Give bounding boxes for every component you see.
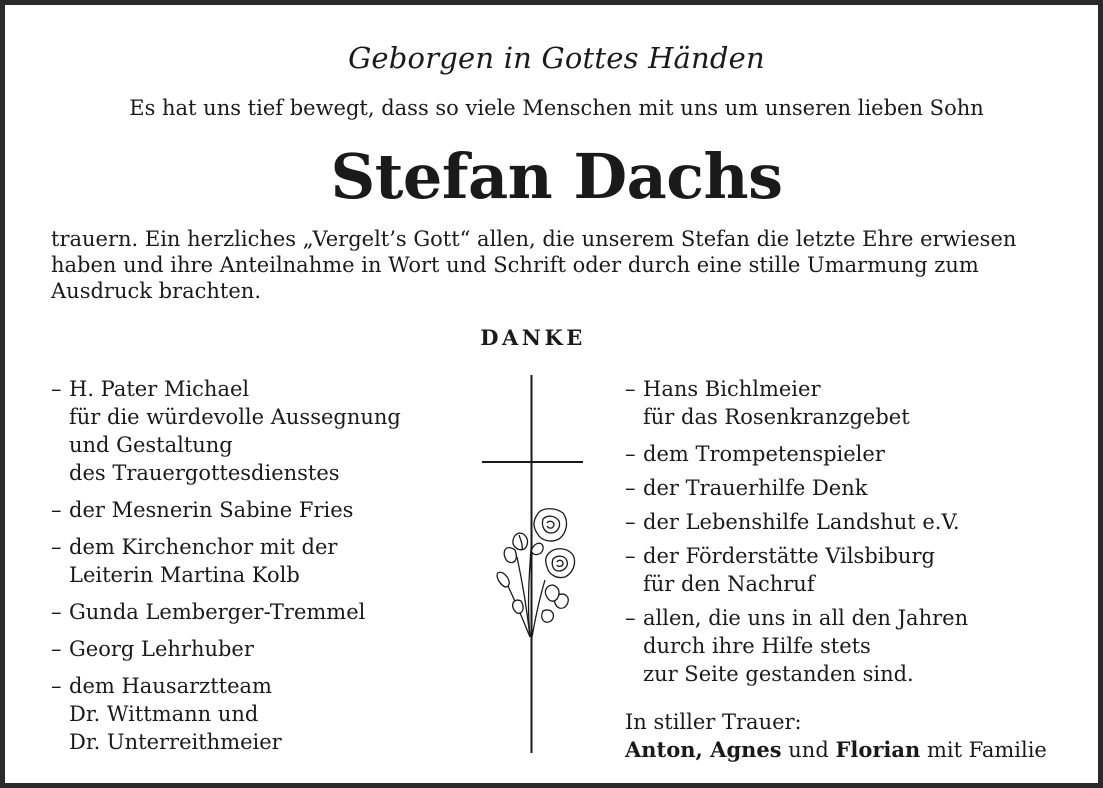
dash: – xyxy=(51,674,62,698)
dash: – xyxy=(625,476,636,500)
signer-suffix: mit Familie xyxy=(920,738,1047,762)
paragraph-line: Ausdruck brachten. xyxy=(51,279,261,303)
dash: – xyxy=(51,535,62,559)
entry-line: für das Rosenkranzgebet xyxy=(643,405,910,429)
entry-line: Gunda Lemberger-Tremmel xyxy=(69,600,366,624)
dash: – xyxy=(51,600,62,624)
signer-name: Agnes xyxy=(710,737,782,762)
entry-line: für den Nachruf xyxy=(643,572,815,596)
entry-line: und Gestaltung xyxy=(69,433,233,457)
dash: – xyxy=(625,377,636,401)
thanks-list-left xyxy=(51,375,481,765)
dash: – xyxy=(625,544,636,568)
list-item xyxy=(51,635,481,663)
dash: – xyxy=(625,510,636,534)
list-item xyxy=(625,508,1085,536)
dash: – xyxy=(625,442,636,466)
entry-line: dem Kirchenchor mit der xyxy=(69,535,338,559)
motto: Geborgen in Gottes Händen xyxy=(348,41,765,75)
thanks-list-right xyxy=(625,375,1085,764)
entry-line: Leiterin Martina Kolb xyxy=(69,563,300,587)
signer-separator: und xyxy=(781,738,836,762)
list-item xyxy=(625,542,1085,598)
dash: – xyxy=(51,377,62,401)
deceased-name: Stefan Dachs xyxy=(330,140,783,213)
list-item xyxy=(51,533,481,589)
entry-line: des Trauergottesdienstes xyxy=(69,461,340,485)
dash: – xyxy=(51,498,62,522)
entry-line: dem Hausarztteam xyxy=(69,674,272,698)
thanks-paragraph xyxy=(51,226,1071,304)
entry-line: für die würdevolle Aussegnung xyxy=(69,405,401,429)
entry-line: Dr. Wittmann und xyxy=(69,702,259,726)
entry-line: dem Trompetenspieler xyxy=(643,442,885,466)
list-item xyxy=(51,672,481,756)
paragraph-line: trauern. Ein herzliches „Vergelt’s Gott“ allen, die unserem Stefan die letzte Ehre erwiesen xyxy=(51,227,1017,251)
entry-line: allen, die uns in all den Jahren xyxy=(643,606,969,630)
intro-text: Es hat uns tief bewegt, dass so viele Menschen mit uns um unseren lieben Sohn xyxy=(129,96,984,120)
entry-line: Dr. Unterreithmeier xyxy=(69,730,282,754)
rose-bouquet-icon xyxy=(497,509,575,637)
list-item xyxy=(51,598,481,626)
signer-name: Anton xyxy=(625,737,696,762)
cross-icon xyxy=(475,375,595,755)
signer-name: Florian xyxy=(835,737,921,762)
entry-line: H. Pater Michael xyxy=(69,377,250,401)
list-item xyxy=(625,440,1085,468)
dash: – xyxy=(51,637,62,661)
list-item xyxy=(625,375,1085,431)
entry-line: Hans Bichlmeier xyxy=(643,377,821,401)
dash: – xyxy=(625,606,636,630)
mourning-label: In stiller Trauer: xyxy=(625,710,802,734)
entry-line: Georg Lehrhuber xyxy=(69,637,254,661)
list-item xyxy=(51,496,481,524)
entry-line: zur Seite gestanden sind. xyxy=(643,662,914,686)
entry-line: der Förderstätte Vilsbiburg xyxy=(643,544,935,568)
entry-line: durch ihre Hilfe stets xyxy=(643,634,871,658)
paragraph-line: haben und ihre Anteilnahme in Wort und Schrift oder durch eine stille Umarmung zum xyxy=(51,253,979,277)
danke-heading: DANKE xyxy=(480,325,586,350)
signer-separator: , xyxy=(695,737,711,762)
list-item xyxy=(625,604,1085,688)
entry-line: der Trauerhilfe Denk xyxy=(643,476,868,500)
signers-line xyxy=(625,736,1085,764)
entry-line: der Mesnerin Sabine Fries xyxy=(69,498,354,522)
list-item xyxy=(625,474,1085,502)
entry-line: der Lebenshilfe Landshut e.V. xyxy=(643,510,960,534)
list-item xyxy=(51,375,481,487)
